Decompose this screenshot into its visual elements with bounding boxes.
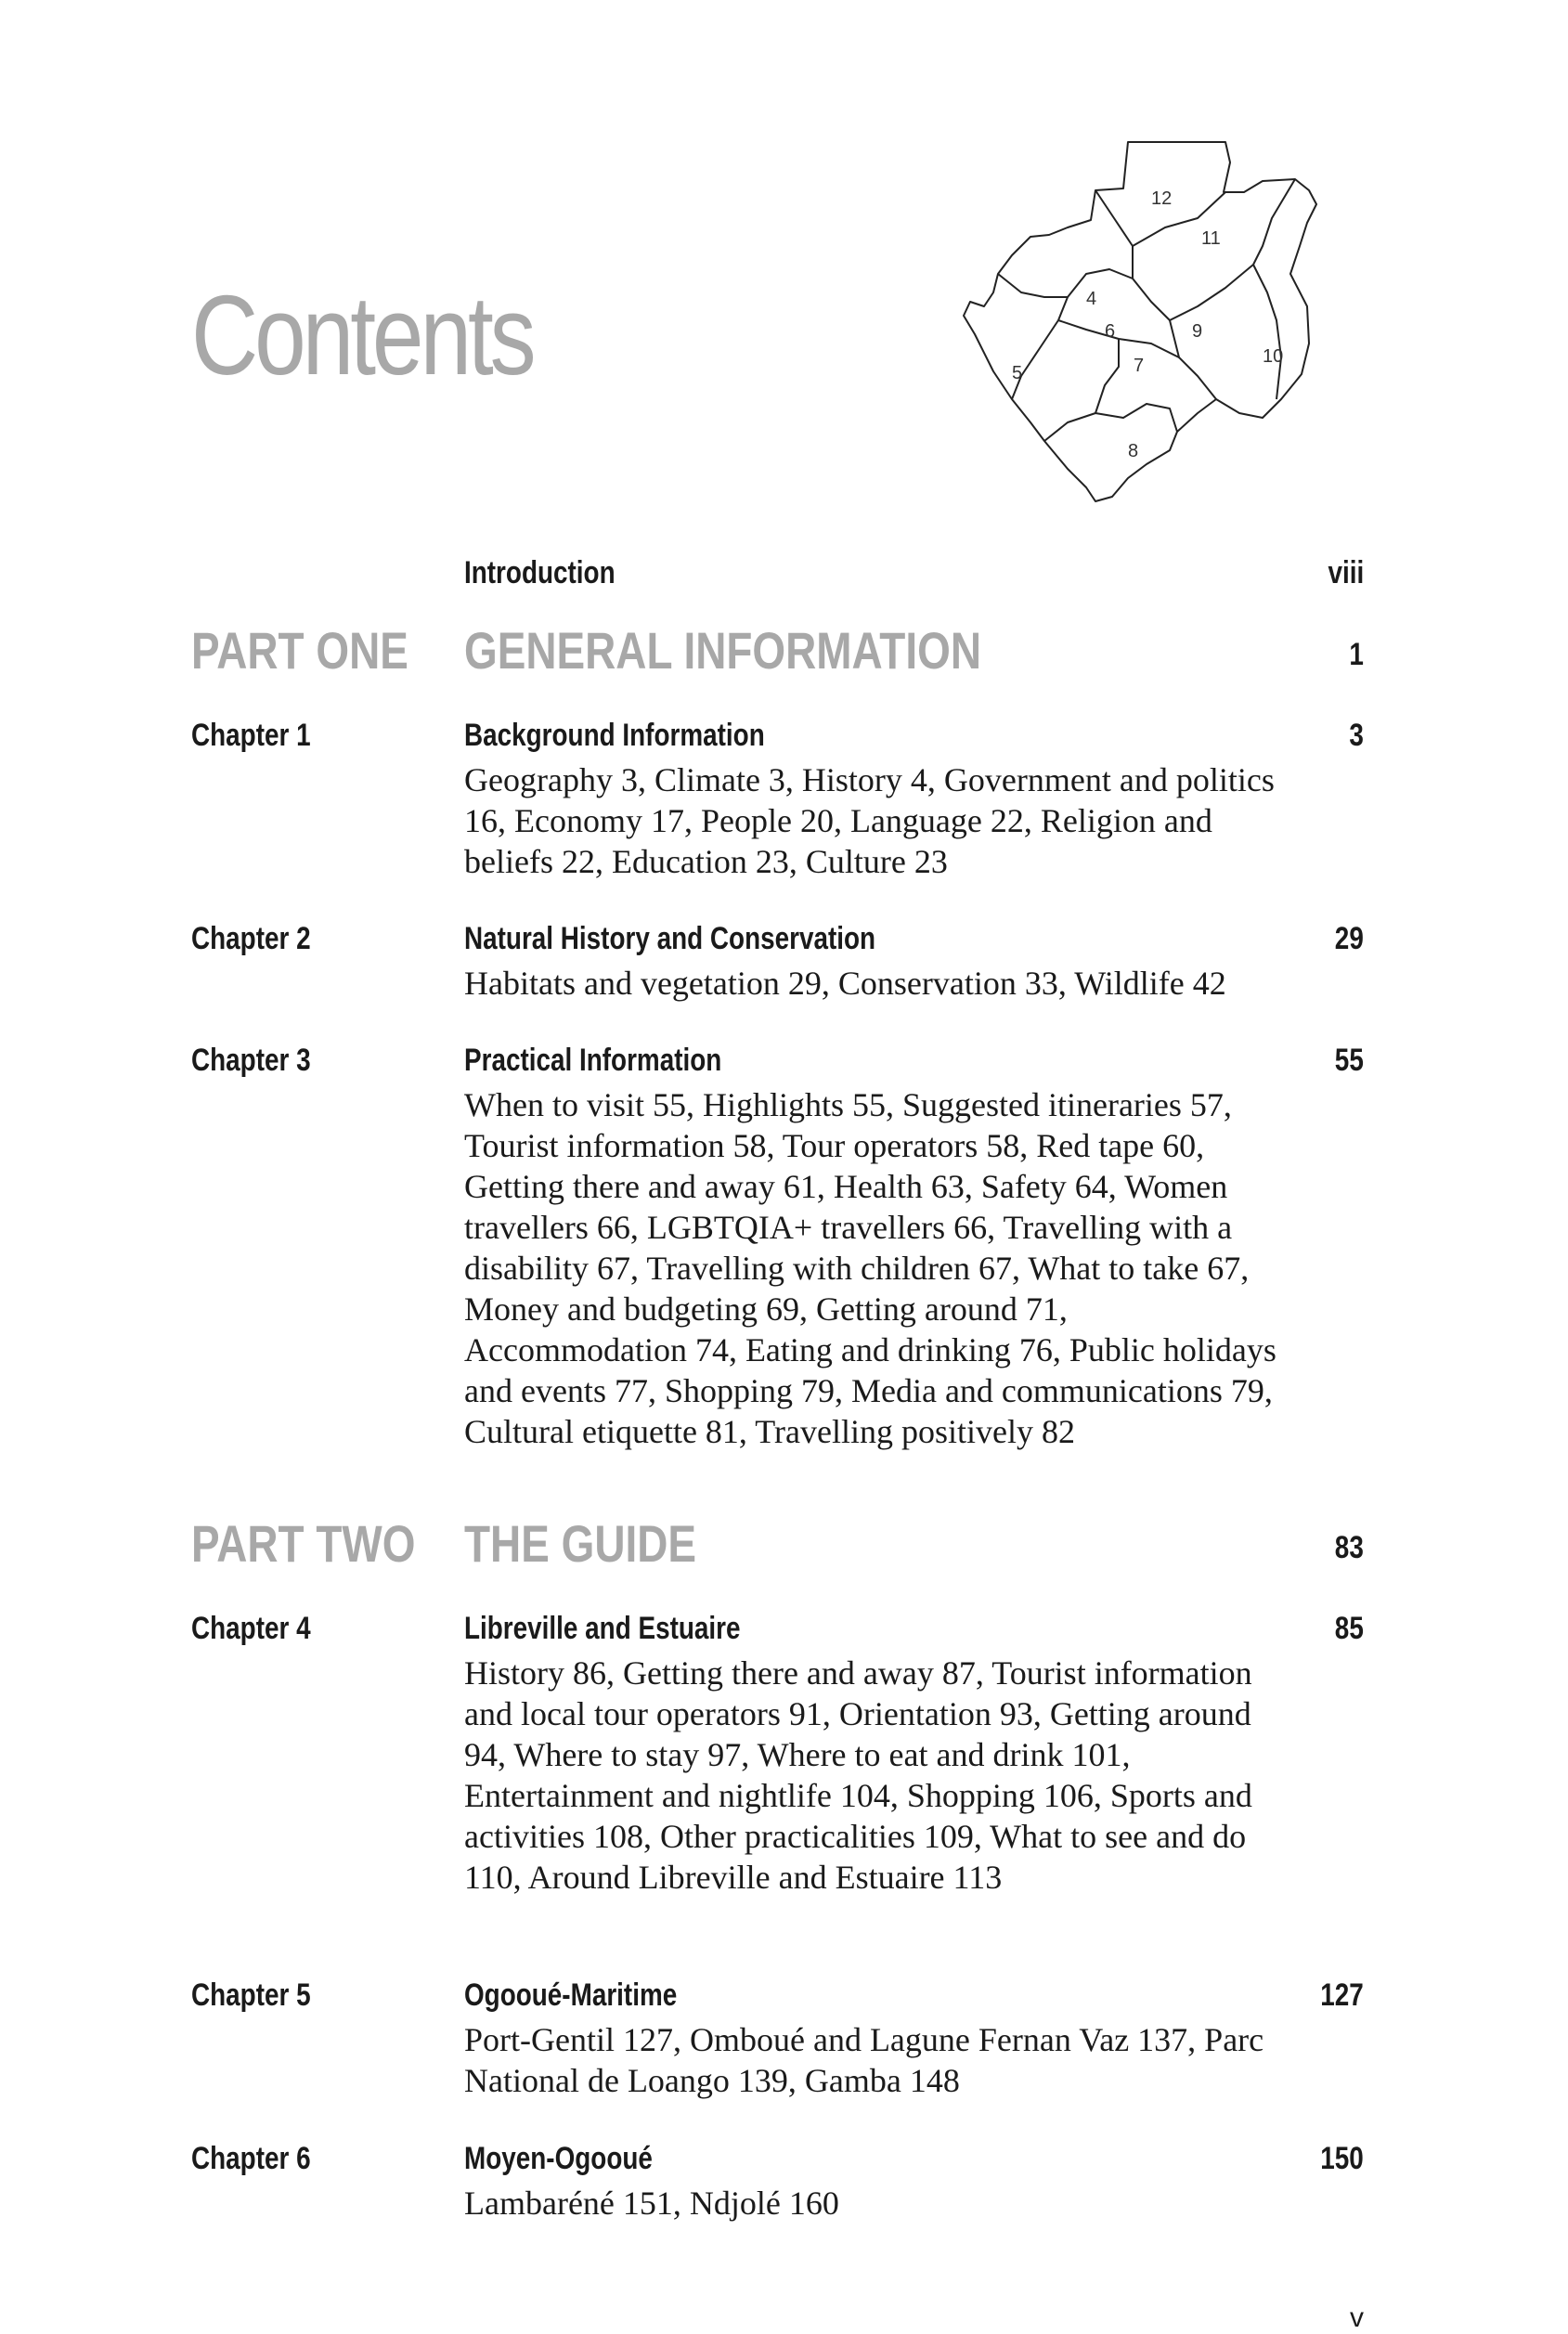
entry-title[interactable]: Introduction <box>464 555 616 590</box>
map-label-10: 10 <box>1263 346 1284 367</box>
chapter-label: Chapter 6 <box>191 2141 311 2176</box>
entry-page: 150 <box>1320 2141 1364 2176</box>
entry-page: 29 <box>1334 921 1364 956</box>
entry-description: Geography 3, Climate 3, History 4, Government and politics 16, Economy 17, People 20, Language 22, Religion and beliefs 22, Education 23, Culture 23 <box>464 761 1275 880</box>
map-label-12: 12 <box>1151 188 1173 209</box>
chapter-label: Chapter 3 <box>191 1043 311 1078</box>
entry-page: 1 <box>1349 637 1364 672</box>
entry-description: Lambaréné 151, Ndjolé 160 <box>464 2185 839 2222</box>
entry-title[interactable]: Background Information <box>464 718 765 753</box>
part-label: PART ONE <box>191 621 408 680</box>
part-label: PART TWO <box>191 1514 416 1573</box>
entry-description: When to visit 55, Highlights 55, Suggested itineraries 57, Tourist information 58, Tour operators 58, Red tape 60, Getting there and away 61, Health 63, Safety 64, Women travellers 66, LGBTQIA+ travellers 66, Travelling with a disability 67, Travelling with children 67, What to take 67, Money and budgeting 69, Getting around 71, Accommodation 74, Eating and drinking 76, Public holidays and events 77, Shopping 79, Media and communications 79, Cultural etiquette 81, Travelling positively 82 <box>464 1086 1276 1450</box>
entry-page: viii <box>1328 555 1364 590</box>
chapter-label: Chapter 4 <box>191 1611 311 1646</box>
map-label-7: 7 <box>1134 356 1145 376</box>
map-outline <box>964 142 1316 501</box>
chapter-label: Chapter 5 <box>191 1977 311 2013</box>
entry-title[interactable]: Natural History and Conservation <box>464 921 876 956</box>
entry-page: 127 <box>1320 1977 1364 2013</box>
map-label-6: 6 <box>1105 321 1116 342</box>
chapter-label: Chapter 1 <box>191 718 311 753</box>
part-title[interactable]: THE GUIDE <box>464 1514 697 1573</box>
entry-description: History 86, Getting there and away 87, Tourist information and local tour operators 91, Orientation 93, Getting around 94, Where to stay 97, Where to eat and drink 101, Entertainment and nightlife 104, Shopping 106, Sports and activities 108, Other practicalities 109, What to see and do 110, Around Libreville and Estuaire 113 <box>464 1654 1252 1896</box>
entry-title[interactable]: Moyen-Ogooué <box>464 2141 653 2176</box>
entry-page: 85 <box>1334 1611 1364 1646</box>
part-title[interactable]: GENERAL INFORMATION <box>464 621 981 680</box>
region-map-svg <box>956 135 1328 515</box>
page-folio: v <box>1350 2302 1364 2333</box>
entry-description: Habitats and vegetation 29, Conservation 33, Wildlife 42 <box>464 965 1226 1002</box>
map-label-11: 11 <box>1201 228 1221 249</box>
entry-page: 83 <box>1334 1530 1364 1565</box>
entry-title[interactable]: Libreville and Estuaire <box>464 1611 741 1646</box>
entry-page: 55 <box>1334 1043 1364 1078</box>
entry-description: Port-Gentil 127, Omboué and Lagune Fernan Vaz 137, Parc National de Loango 139, Gamba 148 <box>464 2021 1264 2099</box>
entry-title[interactable]: Practical Information <box>464 1043 722 1078</box>
map-label-8: 8 <box>1128 441 1139 461</box>
region-map <box>956 135 1328 515</box>
page-title: Contents <box>191 272 533 398</box>
map-label-9: 9 <box>1192 321 1203 342</box>
map-label-5: 5 <box>1012 363 1023 383</box>
map-label-4: 4 <box>1086 289 1097 309</box>
entry-title[interactable]: Ogooué-Maritime <box>464 1977 678 2013</box>
entry-page: 3 <box>1349 718 1364 753</box>
chapter-label: Chapter 2 <box>191 921 311 956</box>
